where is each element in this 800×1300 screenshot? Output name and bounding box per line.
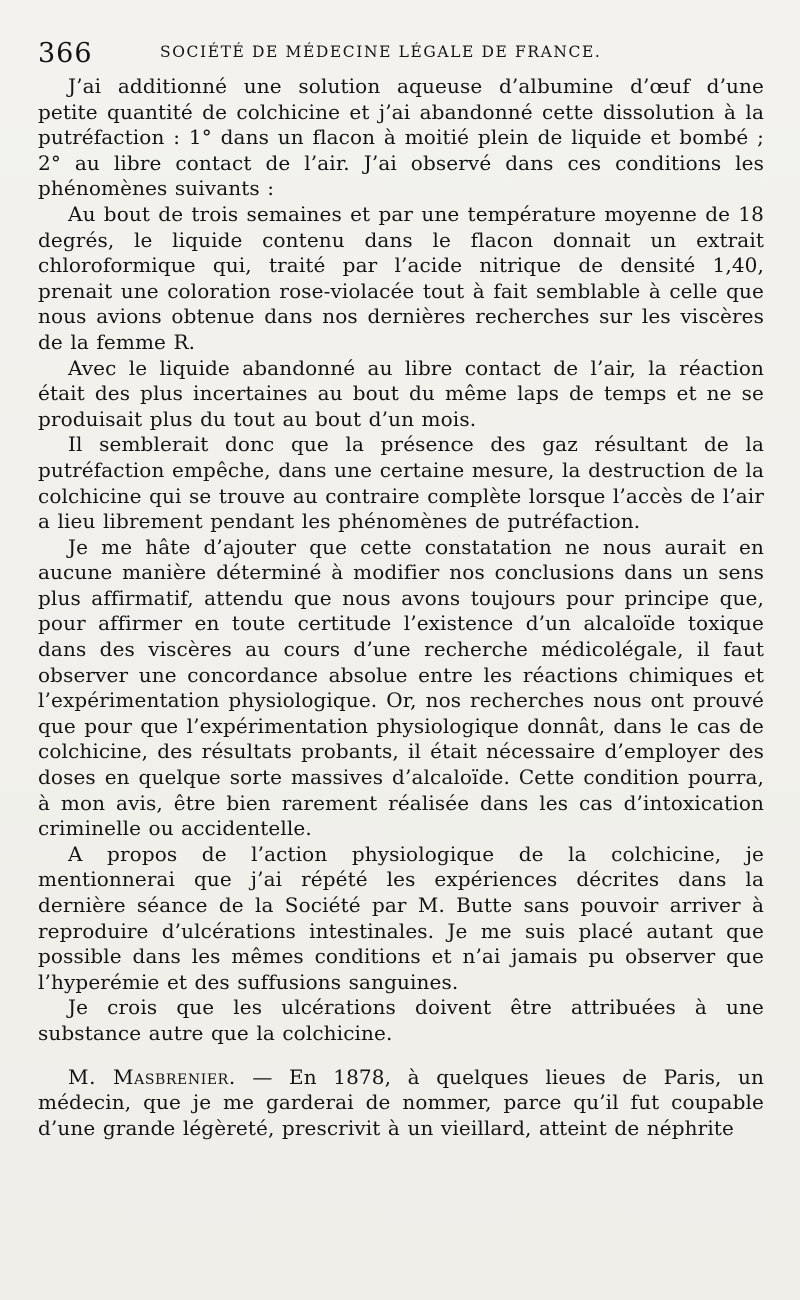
paragraph-physiological-action: A propos de l’action physiologique de la colchicine, je mentionnerai que j’ai répété les expériences décrites dans la dernière séance de la Société par M. Butte sans pouvoir arriver à reproduire d’ulcérations intestinales. Je me suis placé autant que possible dans les mêmes conditions et n’ai jamais pu observer que l’hyperémie et des suffusions sanguines. [38,841,764,994]
paragraph-three-weeks: Au bout de trois semaines et par une température moyenne de 18 degrés, le liquide contenu dans le flacon donnait un extrait chloroformique qui, traité par l’acide nitrique de densité 1,40, prenait une coloration rose-violacée tout à fait semblable à celle que nous avions obtenue dans nos dernières recherches sur les viscères de la femme R. [38,201,764,354]
paragraph-gas-effect: Il semblerait donc que la présence des gaz résultant de la putréfaction empêche, dans une certaine mesure, la destruction de la colchicine qui se trouve au contraire complète lorsque l’accès de l’air a lieu librement pendant les phénomènes de putréfaction. [38,432,764,534]
paragraph-conclusions: Je me hâte d’ajouter que cette constatation ne nous aurait en aucune manière déterminé à modifier nos conclusions dans un sens plus affirmatif, attendu que nous avons toujours pour principe que, pour affirmer en toute certitude l’existence d’un alcaloïde toxique dans des viscères au cours d’une recherche médicolégale, il faut observer une concordance absolue entre les réactions chimiques et l’expérimentation physiologique. Or, nos recherches nous ont prouvé que pour que l’expérimentation physiologique donnât, dans le cas de colchicine, des résultats probants, il était nécessaire d’employer des doses en quelque sorte massives d’alcaloïde. Cette condition pourra, à mon avis, être bien rarement réalisée dans les cas d’intoxication criminelle ou accidentelle. [38,534,764,841]
speaker-text: — En 1878, à quelques lieues de Paris, un médecin, que je me garderai de nommer, parce qu’il fut coupable d’une grande légèreté, prescrivit à un vieillard, atteint de néphrite [38,1064,764,1140]
paragraph-albumin-experiment: J’ai additionné une solution aqueuse d’albumine d’œuf d’une petite quantité de colchicine et j’ai abandonné cette dissolution à la putréfaction : 1° dans un flacon à moitié plein de liquide et bombé ; 2° au libre contact de l’air. J’ai observé dans ces conditions les phénomènes suivants : [38,74,764,201]
body-text [38,74,764,1141]
running-head [38,34,764,74]
speaker-name: M. Masbrenier. [68,1064,236,1089]
paragraph-masbrenier [38,1065,764,1142]
paragraph-ulcerations: Je crois que les ulcérations doivent être attribuées à une substance autre que la colchicine. [38,995,764,1045]
running-title: SOCIÉTÉ DE MÉDECINE LÉGALE DE FRANCE. [160,43,602,61]
page-number: 366 [38,38,93,69]
paragraph-open-air: Avec le liquide abandonné au libre contact de l’air, la réaction était des plus incertaines au bout du même laps de temps et ne se produisait plus du tout au bout d’un mois. [38,355,764,431]
